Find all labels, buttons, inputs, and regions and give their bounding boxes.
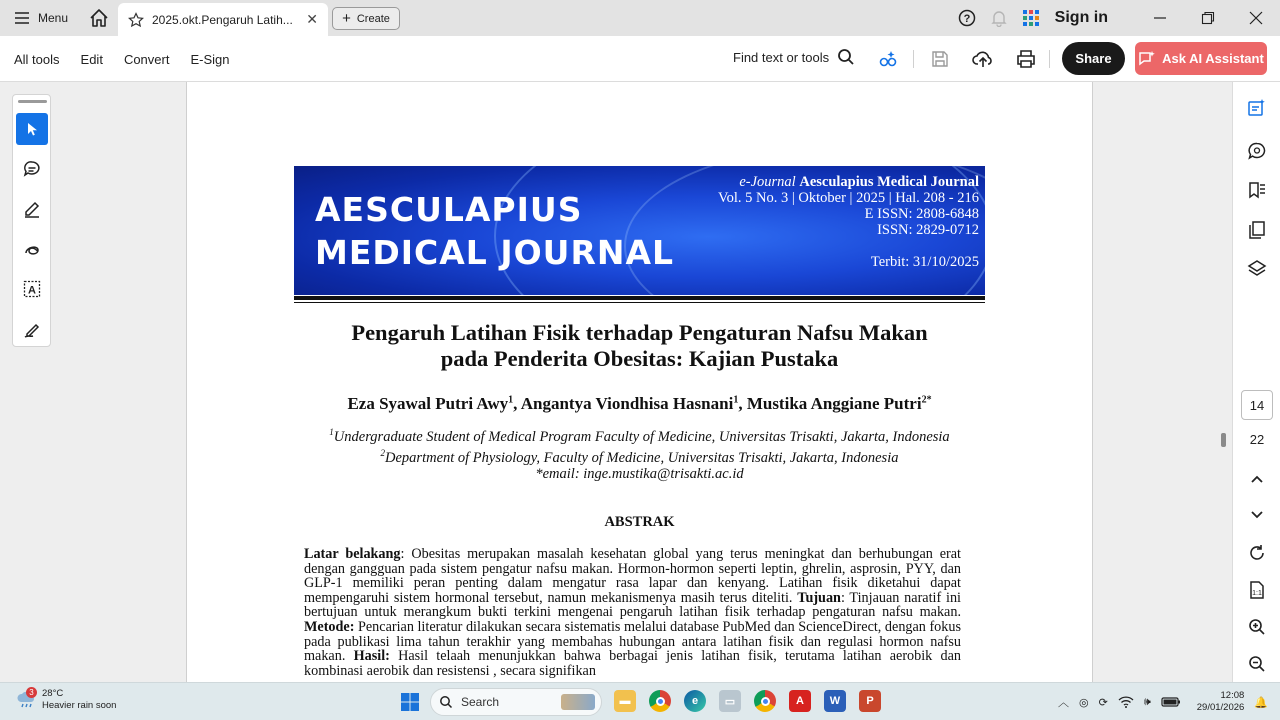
tab-title: 2025.okt.Pengaruh Latih... <box>152 12 293 27</box>
abstract-label-aim: Tujuan <box>797 589 841 606</box>
header-rule <box>294 296 985 300</box>
draw-tool-button[interactable] <box>16 233 48 265</box>
rotate-icon <box>1248 544 1266 562</box>
pen-sign-icon <box>22 319 42 339</box>
battery-icon[interactable] <box>1161 696 1181 708</box>
pages-icon <box>1247 220 1267 240</box>
article-title-line1: Pengaruh Latihan Fisik terhadap Pengaturan Nafsu Makan <box>351 320 928 345</box>
chrome-app[interactable] <box>754 690 776 712</box>
search-icon <box>439 695 453 709</box>
home-button[interactable] <box>88 8 110 28</box>
right-rail <box>1232 82 1280 682</box>
current-page-input[interactable]: 14 <box>1241 390 1273 420</box>
plus-icon: + <box>342 9 351 27</box>
freehand-draw-icon <box>22 239 42 259</box>
file-explorer-app[interactable] <box>614 690 636 712</box>
pdf-page <box>186 82 1093 682</box>
close-icon <box>1249 11 1263 25</box>
clock-date: 29/01/2026 <box>1196 702 1245 713</box>
scrollbar-thumb[interactable] <box>1221 433 1226 447</box>
highlight-tool-button[interactable] <box>16 193 48 225</box>
menu-button[interactable] <box>14 8 68 28</box>
edit-pdf-button[interactable] <box>1245 96 1269 120</box>
eissn-line: E ISSN: 2808-6848 <box>864 206 979 222</box>
edge-icon: e <box>691 695 699 707</box>
chevron-down-icon <box>1250 507 1264 521</box>
word-app[interactable] <box>824 690 846 712</box>
highlighter-pen-icon <box>22 199 42 219</box>
publish-date: Terbit: 31/10/2025 <box>870 254 979 270</box>
affiliation-1-sup: 1 <box>329 427 334 437</box>
abstract-body <box>304 547 961 678</box>
layers-icon <box>1247 259 1267 279</box>
tray-overflow-icon[interactable]: ︿ <box>1057 697 1069 709</box>
cloud-upload-icon <box>972 49 994 69</box>
bell-icon <box>990 9 1008 27</box>
windows-taskbar <box>0 682 1280 720</box>
fit-page-button[interactable] <box>1245 578 1269 602</box>
abstract-text-aim: : Tinjauan naratif ini bertujuan untuk merangkum bukti terkini mengenai pengaruh latihan fisik terhadap pengaturan nafsu makan. <box>304 589 961 621</box>
comments-panel-button[interactable] <box>1245 139 1269 163</box>
menu-label: Menu <box>38 11 69 25</box>
clock-time: 12:08 <box>1220 690 1245 701</box>
minimize-button[interactable] <box>1136 0 1184 36</box>
notification-center-icon[interactable]: 🔔 <box>1254 696 1268 709</box>
chrome-profile-app[interactable] <box>649 690 671 712</box>
author-2-sup: 1 <box>733 394 739 406</box>
author-3: , Mustika Anggiane Putri <box>738 394 922 413</box>
author-3-sup: 2* <box>921 394 932 406</box>
journal-logo-line1: AESCULAPIUS <box>315 190 583 229</box>
abstract-label-method: Metode: <box>304 618 355 635</box>
abstract-label-result: Hasil: <box>353 648 390 665</box>
comment-icon <box>22 159 42 179</box>
affiliation-2-sup: 2 <box>380 447 386 458</box>
affiliation-2 <box>294 445 985 466</box>
author-list <box>294 394 985 414</box>
layers-panel-button[interactable] <box>1245 257 1269 281</box>
volume-icon[interactable]: 🕪 <box>1143 695 1151 708</box>
search-highlight-icon <box>561 694 595 710</box>
hamburger-icon <box>14 11 30 25</box>
convert-menu[interactable]: Convert <box>123 51 170 67</box>
zoom-out-icon <box>1248 655 1266 673</box>
home-icon <box>88 8 110 28</box>
journal-logo-text <box>315 188 674 274</box>
affiliation-1-text: Undergraduate Student of Medical Program Faculty of Medicine, Universitas Trisakti, Jakarta, Indonesia <box>333 428 950 445</box>
taskbar-search[interactable] <box>430 688 602 716</box>
powerpoint-app[interactable] <box>859 690 881 712</box>
abstract-heading: ABSTRAK <box>604 514 675 530</box>
tool-palette <box>12 94 51 347</box>
weather-alert-badge: 3 <box>26 687 37 698</box>
bookmark-icon <box>1247 180 1267 200</box>
article-title-line2: pada Penderita Obesitas: Kajian Pustaka <box>440 346 839 371</box>
chevron-up-icon <box>1250 473 1264 487</box>
affiliations <box>294 424 985 482</box>
ai-sparkle-icon <box>877 48 899 70</box>
zoom-in-button[interactable] <box>1245 615 1269 639</box>
journal-info <box>718 174 979 270</box>
abstract-text-method: Pencarian literatur dilakukan secara sistematis melalui database PubMed dan ScienceDirect, dengan fokus pada publikasi lima tahun terakhir yang membahas hubungan antara latihan fisik dan regulasi hormon nafsu makan. <box>304 618 961 665</box>
text-select-tool-button[interactable] <box>16 273 48 305</box>
acrobat-app[interactable] <box>789 690 811 712</box>
find-label: Find text or tools <box>733 49 830 65</box>
svg-text:1:1: 1:1 <box>1252 590 1262 597</box>
document-tab[interactable] <box>118 3 328 36</box>
help-button[interactable] <box>951 0 983 36</box>
author-2: , Angantya Viondhisa Hasnani <box>513 394 734 413</box>
system-tray <box>1058 683 1280 720</box>
sync-icon[interactable]: ⟳ <box>1098 696 1108 709</box>
article-title <box>294 320 985 372</box>
ai-tools-button[interactable] <box>876 47 900 71</box>
svg-text:A: A <box>28 284 36 297</box>
restore-button[interactable] <box>1184 0 1232 36</box>
author-1-sup: 1 <box>508 394 514 406</box>
edit-pdf-icon <box>1247 98 1267 118</box>
print-icon <box>1015 49 1037 69</box>
journal-logo-line2: MEDICAL JOURNAL <box>315 233 675 272</box>
create-button[interactable] <box>332 7 400 30</box>
abstract-label-background: Latar belakang <box>304 546 401 562</box>
save-button[interactable] <box>928 47 952 71</box>
windows-store-app[interactable] <box>719 690 741 712</box>
issn-line: ISSN: 2829-0712 <box>877 222 979 238</box>
close-window-button[interactable] <box>1232 0 1280 36</box>
ai-label: Ask AI Assistant <box>1162 51 1264 66</box>
ai-assistant-icon <box>1138 50 1156 68</box>
apps-grid-icon <box>1022 9 1040 27</box>
abstract-text-background: : Obesitas merupakan masalah kesehatan global yang terus meningkat dan berhubungan erat dengan gangguan pada sistem pengatur nafsu makan. Hormon-hormon seperti leptin, ghrelin, asprosin, PYY, dan GLP-1 memiliki peran penting dalam mengatur rasa lapar dan kenyang. Latihan fisik diketahui dapat mempengaruhi sistem hormonal tersebut, namun mekanismenya masih terus diteliti. <box>304 546 961 606</box>
location-icon[interactable]: ◎ <box>1078 696 1089 709</box>
journal-banner <box>294 166 985 295</box>
notifications-button[interactable] <box>983 0 1015 36</box>
corresponding-email: *email: inge.mustika@trisakti.ac.id <box>535 465 744 482</box>
total-pages: 22 <box>1249 432 1265 447</box>
header-rule <box>294 302 985 303</box>
search-icon <box>837 48 855 66</box>
search-placeholder: Search <box>461 695 500 709</box>
zoom-in-icon <box>1248 618 1266 636</box>
comment-tool-button[interactable] <box>16 153 48 185</box>
windows-logo-icon <box>400 692 420 712</box>
upload-button[interactable] <box>971 47 995 71</box>
create-label: Create <box>356 12 390 25</box>
powerpoint-icon: P <box>866 695 874 707</box>
abstract-text-result: Hasil telaah menunjukkan bahwa berbagai jenis latihan fisik, terutama latihan aerobik dan kombinasi aerobik dan resistensi , secara signifikan <box>304 648 961 679</box>
save-icon <box>930 49 950 69</box>
edit-menu[interactable]: Edit <box>80 51 103 67</box>
bookmarks-panel-button[interactable] <box>1245 178 1269 202</box>
share-button[interactable]: Share <box>1062 42 1125 75</box>
chrome-icon <box>761 697 770 706</box>
apps-button[interactable] <box>1015 0 1047 36</box>
help-icon <box>958 9 976 27</box>
zoom-out-button[interactable] <box>1245 652 1269 676</box>
fit-page-icon <box>1248 580 1266 600</box>
weather-description: Heavier rain soon <box>42 700 117 711</box>
minimize-icon <box>1153 11 1167 25</box>
weather-temperature: 28°C <box>42 688 64 699</box>
ask-ai-assistant-button[interactable] <box>1135 42 1267 75</box>
toolbar-divider <box>913 50 914 68</box>
esign-menu[interactable]: E-Sign <box>190 51 230 67</box>
palette-grip[interactable] <box>18 100 47 103</box>
word-icon: W <box>829 695 841 707</box>
find-tools-search[interactable] <box>733 48 855 66</box>
all-tools-menu[interactable]: All tools <box>14 51 60 67</box>
rotate-button[interactable] <box>1245 541 1269 565</box>
volume-line: Vol. 5 No. 3 | Oktober | 2025 | Hal. 208 - 216 <box>718 190 979 206</box>
previous-page-button[interactable] <box>1245 468 1269 492</box>
svg-text:?: ? <box>963 13 971 25</box>
star-icon[interactable] <box>128 12 144 28</box>
select-tool-button[interactable] <box>16 113 48 145</box>
store-icon: ▭ <box>724 695 736 708</box>
main-toolbar <box>0 36 1280 82</box>
weather-widget[interactable] <box>16 688 116 712</box>
tab-close-icon[interactable]: ✕ <box>306 11 318 27</box>
edge-app[interactable] <box>684 690 706 712</box>
start-button[interactable] <box>400 692 420 712</box>
author-1: Eza Syawal Putri Awy <box>347 394 509 413</box>
print-button[interactable] <box>1014 47 1038 71</box>
restore-icon <box>1201 11 1215 25</box>
title-bar <box>0 0 1280 36</box>
journal-name-line <box>718 174 979 190</box>
acrobat-icon: A <box>796 695 804 707</box>
wifi-icon[interactable] <box>1118 695 1134 709</box>
pages-panel-button[interactable] <box>1245 218 1269 242</box>
chrome-icon <box>656 697 665 706</box>
affiliation-2-text: Department of Physiology, Faculty of Medicine, Universitas Trisakti, Jakarta, Indonesia <box>385 449 899 466</box>
cursor-arrow-icon <box>24 121 40 137</box>
text-box-icon <box>22 279 42 299</box>
toolbar-divider <box>1049 50 1050 68</box>
next-page-button[interactable] <box>1245 502 1269 526</box>
journal-name: Aesculapius Medical Journal <box>799 174 979 190</box>
sign-tool-button[interactable] <box>16 313 48 345</box>
comment-bubble-icon <box>1247 141 1267 161</box>
sign-in-link[interactable]: Sign in <box>1054 9 1108 26</box>
folder-icon: ▬ <box>619 695 631 707</box>
affiliation-1 <box>294 424 985 445</box>
system-clock[interactable] <box>1197 690 1245 714</box>
ejournal-prefix: e-Journal <box>739 174 796 190</box>
